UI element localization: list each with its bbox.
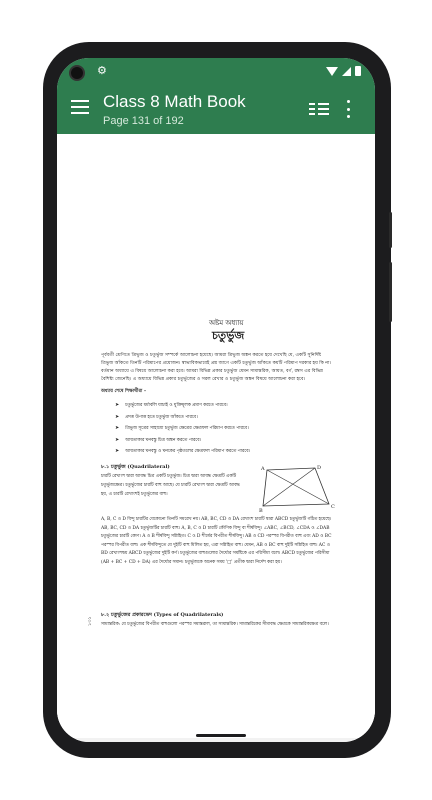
power-button bbox=[389, 262, 392, 322]
vertex-label-c: C bbox=[331, 504, 335, 510]
screen bbox=[57, 58, 375, 742]
section-title: ৮.১ চতুর্ভুজ (Quadrilateral) bbox=[101, 464, 170, 470]
section-body: চারটি রেখাংশ দ্বারা আবদ্ধ চিত্র একটি চতুর্ভুজ। চিত্র দ্বারা আবদ্ধ ক্ষেত্রটি একটি চতুর্ভুজক্ষেত্র। চতুর্ভুজের চারটি বাহু আছে। যে চারটি রেখাংশ দ্বারা ক্ষেত্রটি আবদ্ধ হয়, এ চারটি রেখাংশই চতুর্ভুজের বাহু। bbox=[101, 474, 240, 497]
vertex-label-b: B bbox=[259, 508, 263, 514]
app-bar bbox=[57, 86, 375, 134]
table-of-contents-icon[interactable] bbox=[309, 101, 329, 117]
intro-paragraph: পূর্ববর্তী শ্রেণিতে ত্রিভুজ ও চতুর্ভুজ সম্পর্কে আলোচনা হয়েছে। আমরা ত্রিভুজ অঙ্কন করতে হয়ে দেখেছি যে, একটি সুনির্দিষ্ট ত্রিভুজ আঁকতে তিনটি পরিমাপের প্রয়োজন। স্বাভাবিকভাবেই প্রশ্ন জাগে একটি চতুর্ভুজ আঁকতে কয়টি পরিমাপ দরকার হয় কি না। বর্তমান অধ্যায়ে এ বিষয়ে আলোচনা করা হবে। আমরা বিভিন্ন প্রকার চতুর্ভুজ যেমন সামান্তরিক, আয়ত, বর্গ, রম্বস এর বিভিন্ন বৈশিষ্ট্য জেনেছি। এ অধ্যায়ে বিভিন্ন প্রকার চতুর্ভুজের ও সরল রেখার ও চতুর্ভুজ অঙ্কন বিষয়ে আলোচনা করা হবে। bbox=[101, 353, 331, 382]
list-item: ➤ ত্রিভুজ সূত্রের সাহায্যে চতুর্ভুজ ক্ষেত্রের ক্ষেত্রফল পরিমাপ করতে পারবে। bbox=[115, 423, 335, 435]
page-side-number: ১৩১ bbox=[87, 616, 93, 626]
book-page[interactable] bbox=[57, 134, 375, 738]
section-title: ৮.২ চতুর্ভুজের প্রকারভেদ (Types of Quadrilaterals) bbox=[101, 612, 224, 618]
gear-icon: ⚙ bbox=[97, 64, 107, 77]
chapter-label: অষ্টম অধ্যায় bbox=[209, 319, 244, 327]
vertex-label-a: A bbox=[261, 466, 265, 472]
pdf-viewer[interactable] bbox=[57, 134, 375, 742]
list-item: ➤ চতুর্ভুজের ধর্মাবলি যাচাই ও যুক্তিমূলক প্রমাণ করতে পারবে। bbox=[115, 400, 335, 412]
quadrilateral-figure bbox=[259, 464, 339, 514]
objectives-heading: অধ্যায় শেষে শিক্ষার্থীরা – bbox=[101, 389, 147, 394]
chapter-title: চতুর্ভুজ bbox=[212, 329, 245, 342]
status-bar bbox=[57, 58, 375, 86]
more-vert-icon[interactable] bbox=[345, 100, 351, 118]
app-title: Class 8 Math Book bbox=[103, 92, 246, 111]
signal-icon bbox=[342, 67, 351, 76]
section-paragraph: সামান্তরিক: যে চতুর্ভুজের বিপরীত বাহুগুলো পরস্পর সমান্তরাল, তা সামান্তরিক। সামান্তরিকের সীমাবদ্ধ ক্ষেত্রকে সামান্তরিকক্ষেত্র বলে। bbox=[101, 622, 329, 627]
home-indicator[interactable] bbox=[196, 734, 246, 737]
app-bar-titles bbox=[103, 92, 246, 128]
volume-button bbox=[389, 212, 392, 248]
system-icons bbox=[326, 66, 361, 76]
section-paragraph: A, B, C ও D বিন্দু চারটির যেকোনো তিনটি সমরেখ নয়। AB, BC, CD ও DA রেখাংশ চারটি দ্বারা ABCD চতুর্ভুজটি গঠিত হয়েছে। AB, BC, CD ও DA চতুর্ভুজটির চারটি বাহু। A, B, C ও D চারটি কৌণিক বিন্দু বা শীর্ষবিন্দু। ∠ABC, ∠BCD, ∠CDA ও ∠DAB চতুর্ভুজের চারটি কোণ। A ও B শীর্ষবিন্দু সন্নিহিত। C ও D শীর্ষের বিপরীত শীর্ষবিন্দু। AB ও CD পরস্পর বিপরীত বাহু এবং AD ও BC পরস্পর বিপরীত বাহু। এক শীর্ষবিন্দুতে যে দুইটি বাহু মিলিত হয়, এরা সন্নিহিত বাহু। যেমন, AB ও BC বাহু দুইটি সন্নিহিত বাহু। AC ও BD রেখাংশদ্বয় ABCD চতুর্ভুজের দুইটি কর্ণ। চতুর্ভুজের বাহুগুলোর দৈর্ঘ্যের সমষ্টিকে এর পরিসীমা বলে। ABCD চতুর্ভুজের পরিসীমা (AB + BC + CD + DA) এর দৈর্ঘ্যের সমান। চতুর্ভুজকে অনেক সময় '□' প্রতীক দ্বারা নির্দেশ করা হয়। bbox=[101, 517, 332, 565]
list-item: ➤ আয়তাকার ঘনবস্তু ও ঘনকের পৃষ্ঠতলের ক্ষেত্রফল পরিমাপ করতে পারবে। bbox=[115, 446, 335, 458]
page-indicator: Page 131 of 192 bbox=[103, 115, 184, 127]
list-item: ➤ আয়তাকার ঘনবস্তু চিত্র অঙ্কন করতে পারবে। bbox=[115, 435, 335, 447]
objectives-list bbox=[115, 400, 335, 458]
battery-icon bbox=[355, 66, 361, 76]
wifi-icon bbox=[326, 67, 338, 76]
list-item: ➤ প্রদত্ত উপাত্ত হতে চতুর্ভুজ আঁকতে পারবে। bbox=[115, 412, 335, 424]
front-camera bbox=[69, 65, 85, 81]
vertex-label-d: D bbox=[317, 465, 322, 471]
menu-icon[interactable] bbox=[71, 100, 89, 114]
